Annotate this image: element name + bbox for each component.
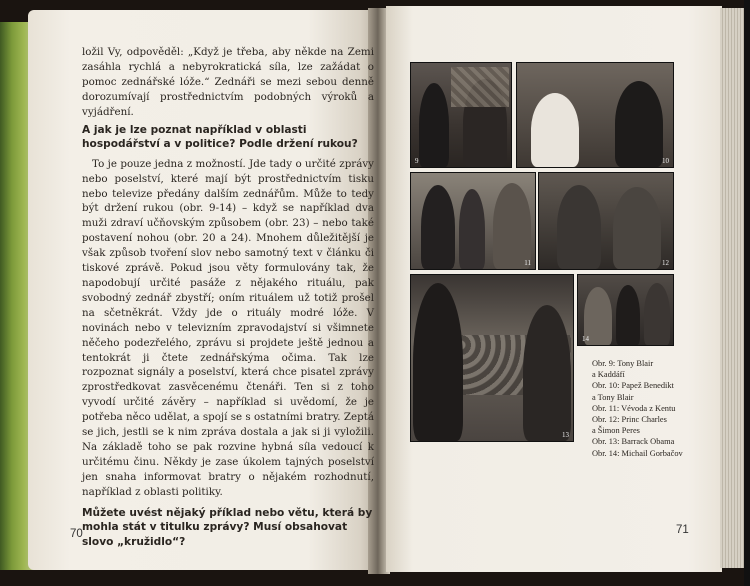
photo-captions (592, 358, 722, 459)
person-figure (613, 187, 661, 269)
caption-line: a Kaddáfí (592, 370, 625, 380)
person-figure (557, 185, 601, 269)
person-figure (421, 185, 455, 269)
photo-11 (410, 172, 536, 270)
caption-line: Obr. 13: Barrack Obama (592, 437, 675, 447)
person-figure (523, 305, 571, 441)
question-heading: A jak je lze poznat například v oblasti hospodářství a v politice? Podle držení rukou? (82, 123, 358, 151)
photo-number: 14 (582, 335, 589, 343)
photo-number: 10 (662, 157, 669, 165)
photo-10 (516, 62, 674, 168)
left-page-text (82, 45, 374, 554)
caption-line: Obr. 12: Princ Charles (592, 415, 667, 425)
paragraph-answer: To je pouze jedna z možností. Jde tady o určité zprávy nebo poselství, které mají být prostřednictvím tisku nebo televize předány dalším zednářům. Může to tedy být držení rukou (obr. 9-14) – když se například dva muži zdraví učňovským způsobem (obr. 23) – nebo také postavení nohou (obr. 20 a 24). Mnohem důležitější je však způsob tvoření slov nebo samotný text v článku či tiskové zprávě. Pokud jsou věty formulovány tak, že napodobují určité pasáže z nějakého rituálu, pak svobodný zednář zbystří; oním rituálem už totiž prošel na sčetněkrát. Vždy jde o rituály modré lóže. V novinách nebo v televizním zpravodajství si všimnete něčeho podezřelého, zprávu si projdete ještě jednou a tentokrát ji čtete zednářskýma očima. Tak lze rozpoznat signály a poselství, která chce pisatel zprávy zprostředkovat zasvěcenému čtenáři. Ten si z toho vyvodí určité závěry – například si uvědomí, že je potřeba něco udělat, a spojí se s ostatními bratry. Zeptá se jich, jestli se k nim zpráva dostala a jak si ji vyložili. Na základě toho se pak rozvine hybná síla vedoucí k určitému činu. Někdy je zase úkolem tajných poselství jen snaha informovat bratry o nějakém rozhodnutí, například z oblasti politiky. (82, 157, 374, 498)
page-number-left: 70 (70, 528, 83, 540)
person-figure (615, 81, 663, 167)
person-figure (531, 93, 579, 167)
background-edge (744, 0, 750, 586)
photo-12 (538, 172, 674, 270)
person-figure (493, 183, 531, 269)
person-figure (413, 283, 463, 441)
person-figure (459, 189, 485, 269)
page-number-right: 71 (676, 524, 689, 536)
question-heading: Můžete uvést nějaký příklad nebo větu, která by mohla stát v titulku zprávy? Musí obsahovat slovo „kružidlo“? (82, 506, 373, 548)
page-edges (720, 8, 744, 568)
caption-line: Obr. 10: Papež Benedikt (592, 381, 674, 391)
person-figure (616, 285, 640, 345)
caption-line: a Šimon Peres (592, 426, 640, 436)
photo-number: 12 (662, 259, 669, 267)
photo-number: 9 (415, 157, 419, 165)
photo-9 (410, 62, 512, 168)
caption-line: Obr. 9: Tony Blair (592, 359, 654, 368)
caption-line: a Tony Blair (592, 392, 634, 402)
person-figure (419, 83, 449, 167)
caption-line: Obr. 14: Michail Gorbačov (592, 448, 683, 458)
person-figure (644, 283, 670, 345)
photo-number: 11 (524, 259, 531, 267)
photo-14 (577, 274, 674, 346)
paragraph-intro: ložil Vy, odpověděl: „Když je třeba, aby někde na Zemi zasáhla rychlá a nebyrokratická síla, lze zažádat o pomoc zednářské lóže.“ Zednáři se mezi sebou denně dorozumívají prostřednictvím podobných výroků a vyjádření. (82, 46, 374, 118)
photo-13 (410, 274, 574, 442)
photo-number: 13 (562, 431, 569, 439)
caption-line: Obr. 11: Vévoda z Kentu (592, 403, 676, 413)
